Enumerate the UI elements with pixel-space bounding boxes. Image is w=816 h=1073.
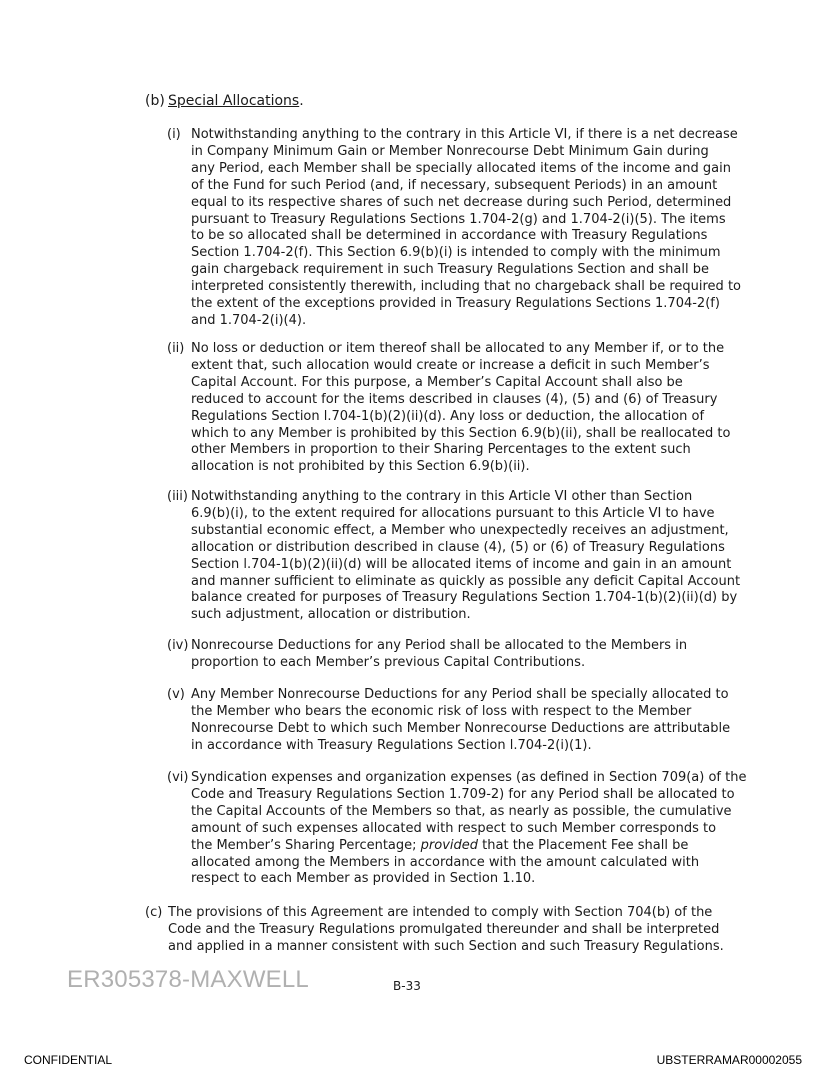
italic-term: provided — [420, 837, 479, 853]
subparagraph-body — [191, 687, 731, 755]
subparagraph-body — [191, 770, 747, 888]
text-line: the extent of the exceptions provided in Treasury Regulations Sections 1.704-2(f) — [191, 296, 720, 312]
text-line: Notwithstanding anything to the contrary in this Article VI other than Section — [191, 489, 693, 504]
section-b-title: Special Allocations — [168, 93, 300, 109]
page-number: B-33 — [393, 979, 421, 993]
subparagraph-body — [191, 341, 731, 476]
text-line: Section l.704-1(b)(2)(ii)(d) will be allocated items of income and gain in an amount — [191, 556, 732, 572]
bates-number: UBSTERRAMAR00002055 — [656, 1053, 802, 1067]
text-segment: that the Placement Fee shall be — [478, 837, 689, 853]
text-line: which to any Member is prohibited by this Section 6.9(b)(ii), shall be reallocated to — [191, 425, 731, 441]
text-line: and 1.704-2(i)(4). — [191, 312, 307, 328]
text-line: in Company Minimum Gain or Member Nonrecourse Debt Minimum Gain during — [191, 143, 709, 159]
subparagraph-number: (i) — [167, 127, 181, 142]
subparagraph-number: (ii) — [167, 341, 185, 356]
text-line: interpreted consistently therewith, including that no chargeback shall be required to — [191, 279, 741, 295]
text-line: balance created for purposes of Treasury Regulations Section 1.704-1(b)(2)(ii)(d) by — [191, 590, 738, 606]
text-line: reduced to account for the items described in clauses (4), (5) and (6) of Treasury — [191, 391, 718, 407]
text-line: Capital Account. For this purpose, a Member’s Capital Account shall also be — [191, 374, 683, 390]
text-line: substantial economic effect, a Member who unexpectedly receives an adjustment, — [191, 522, 729, 538]
text-line: the Member who bears the economic risk of loss with respect to the Member — [191, 703, 692, 719]
text-line: allocation is not prohibited by this Section 6.9(b)(ii). — [191, 459, 530, 475]
subparagraph-body — [191, 127, 741, 330]
text-line — [191, 838, 722, 855]
subparagraph-number: (vi) — [167, 770, 189, 785]
text-line: of the Fund for such Period (and, if necessary, subsequent Periods) in an amount — [191, 177, 718, 193]
text-line: proportion to each Member’s previous Capital Contributions. — [191, 654, 586, 670]
text-segment: the Member’s Sharing Percentage; — [191, 837, 417, 853]
text-line: Code and Treasury Regulations Section 1.709-2) for any Period shall be allocated to — [191, 786, 735, 802]
text-line: Code and the Treasury Regulations promulgated thereunder and shall be interpreted — [168, 921, 720, 937]
text-line: equal to its respective shares of such net decrease during such Period, determined — [191, 194, 732, 210]
subparagraph-v — [167, 687, 731, 755]
text-line: to be so allocated shall be determined in accordance with Treasury Regulations — [191, 228, 708, 244]
exhibit-watermark: ER305378-MAXWELL — [67, 966, 309, 993]
subparagraph-number: (iii) — [167, 489, 188, 504]
subparagraph-iii — [167, 489, 741, 624]
text-line: in accordance with Treasury Regulations Section l.704-2(i)(1). — [191, 737, 592, 753]
text-line: Any Member Nonrecourse Deductions for any Period shall be specially allocated to — [191, 687, 729, 702]
section-c-body — [168, 905, 725, 956]
subparagraph-iv — [167, 638, 722, 672]
text-line: the Capital Accounts of the Members so that, as nearly as possible, the cumulative — [191, 803, 732, 819]
text-line: Syndication expenses and organization expenses (as defined in Section 709(a) of the — [191, 770, 747, 785]
text-line: other Members in proportion to their Sharing Percentages to the extent such — [191, 442, 691, 458]
text-line: Notwithstanding anything to the contrary in this Article VI, if there is a net decrease — [191, 127, 738, 142]
subparagraph-number: (iv) — [167, 638, 189, 653]
text-line: respect to each Member as provided in Section 1.10. — [191, 871, 536, 887]
section-b-label: (b) — [145, 93, 165, 109]
text-line: extent that, such allocation would create or increase a deficit in such Member’s — [191, 357, 710, 373]
text-line: Section 1.704-2(f). This Section 6.9(b)(i) is intended to comply with the minimum — [191, 245, 721, 261]
text-line: Nonrecourse Debt to which such Member Nonrecourse Deductions are attributable — [191, 720, 731, 736]
text-line: allocated among the Members in accordance with the amount calculated with — [191, 854, 700, 870]
text-line: such adjustment, allocation or distribution. — [191, 607, 471, 623]
text-line: any Period, each Member shall be specially allocated items of the income and gain — [191, 160, 731, 176]
text-line: Regulations Section l.704-1(b)(2)(ii)(d). Any loss or deduction, the allocation of — [191, 408, 705, 424]
subparagraph-body — [191, 638, 722, 672]
text-line: Nonrecourse Deductions for any Period shall be allocated to the Members in — [191, 638, 688, 653]
text-line: pursuant to Treasury Regulations Sections 1.704-2(g) and 1.704-2(i)(5). The items — [191, 211, 726, 227]
text-line: gain chargeback requirement in such Treasury Regulations Section and shall be — [191, 262, 709, 278]
subparagraph-vi — [167, 770, 747, 888]
section-b-title-suffix: . — [299, 93, 304, 109]
confidential-label: CONFIDENTIAL — [24, 1053, 113, 1067]
text-line: and manner sufficient to eliminate as quickly as possible any deficit Capital Account — [191, 573, 741, 589]
subparagraph-ii — [167, 341, 731, 476]
subparagraph-number: (v) — [167, 687, 185, 702]
subparagraph-i — [167, 127, 741, 330]
text-line: No loss or deduction or item thereof shall be allocated to any Member if, or to the — [191, 341, 725, 356]
text-line: 6.9(b)(i), to the extent required for allocations pursuant to this Article VI to have — [191, 505, 715, 521]
subparagraph-body — [191, 489, 741, 624]
section-b-heading — [145, 93, 304, 110]
text-line: and applied in a manner consistent with such Section and such Treasury Regulations. — [168, 938, 724, 954]
text-line: allocation or distribution described in clause (4), (5) or (6) of Treasury Regulations — [191, 539, 725, 555]
text-line: The provisions of this Agreement are intended to comply with Section 704(b) of the — [168, 905, 713, 920]
text-line: amount of such expenses allocated with respect to such Member corresponds to — [191, 820, 717, 836]
section-c — [145, 905, 725, 956]
section-c-label: (c) — [145, 905, 163, 920]
